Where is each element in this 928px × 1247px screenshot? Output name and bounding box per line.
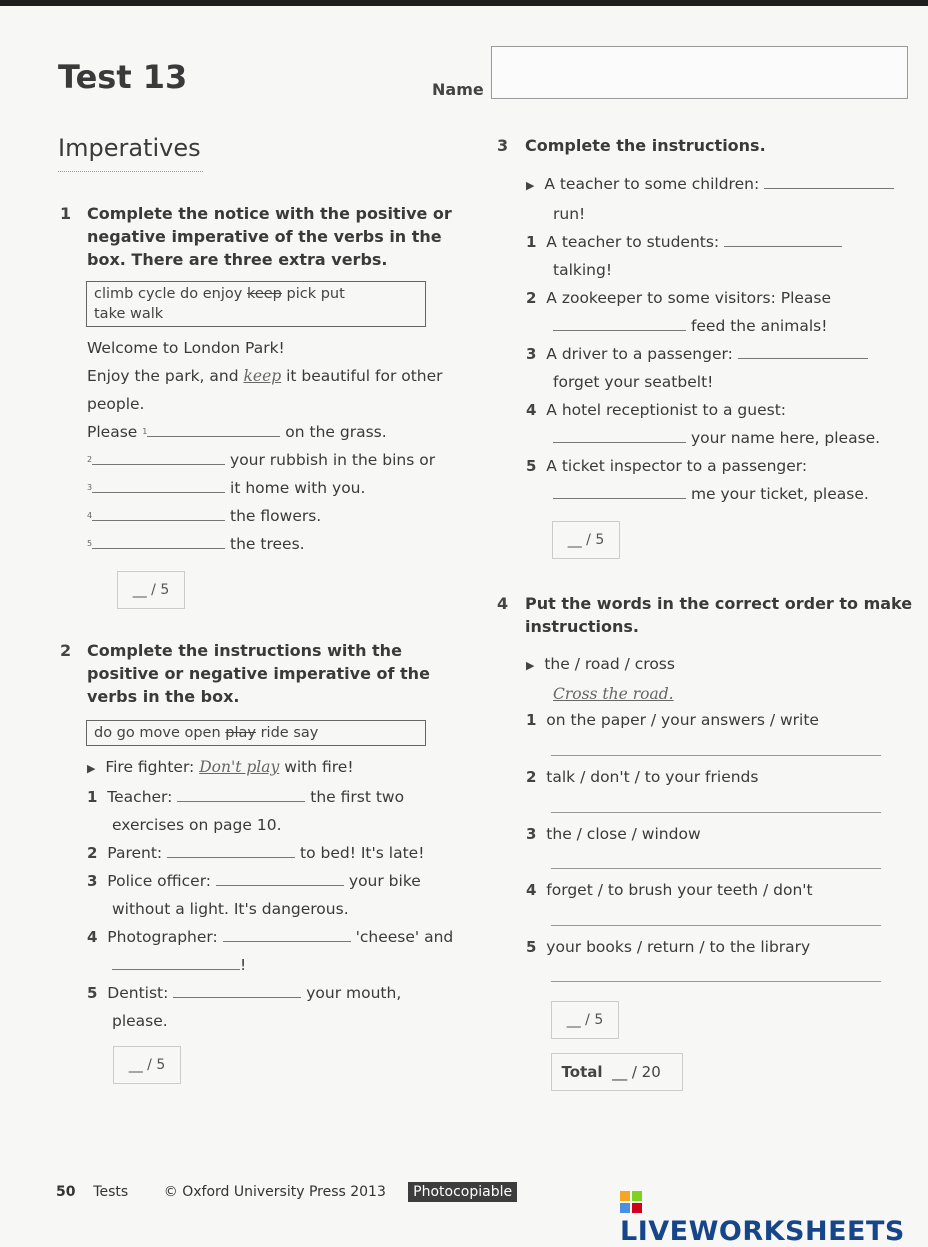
q1-item-5: $^5$ the trees. bbox=[87, 530, 467, 558]
answer-blank[interactable] bbox=[147, 418, 280, 437]
page-title: Test 13 bbox=[58, 58, 188, 96]
q3-number: 3 bbox=[497, 136, 509, 155]
q4-item-4: 4 forget / to brush your teeth / don't bbox=[526, 881, 813, 899]
answer-line[interactable] bbox=[551, 867, 881, 869]
q3-instructions: Complete the instructions. bbox=[525, 136, 766, 155]
q4-example: ▶ the / road / cross Cross the road. bbox=[526, 655, 675, 703]
answer-blank[interactable] bbox=[724, 228, 842, 247]
answer-blank[interactable] bbox=[223, 923, 351, 942]
q2-item-3: 3 Police officer: your bike bbox=[87, 867, 477, 895]
q4-item-1: 1 on the paper / your answers / write bbox=[526, 711, 819, 729]
q1-item-1: Please $^1$ on the grass. bbox=[87, 418, 467, 446]
q3-item-1: 1 A teacher to students: bbox=[526, 228, 906, 256]
answer-blank[interactable] bbox=[92, 446, 225, 465]
answer-blank[interactable] bbox=[216, 867, 344, 886]
answer-blank[interactable] bbox=[738, 340, 868, 359]
footer: 50 Tests © Oxford University Press 2013 Photocopiable bbox=[56, 1184, 517, 1200]
q2-word-box: do go move open play ride say bbox=[86, 720, 426, 746]
bullet-arrow-icon: ▶ bbox=[526, 179, 535, 192]
q4-number: 4 bbox=[497, 594, 509, 613]
answer-blank[interactable] bbox=[553, 424, 686, 443]
answer-blank[interactable] bbox=[167, 839, 295, 858]
q2-item-4: 4 Photographer: 'cheese' and bbox=[87, 923, 477, 951]
q1-instructions: Complete the notice with the positive or negative imperative of the verbs in the box. There are three extra verbs. bbox=[87, 204, 452, 269]
answer-line[interactable] bbox=[551, 924, 881, 926]
q3-item-3: 3 A driver to a passenger: bbox=[526, 340, 906, 368]
answer-line[interactable] bbox=[551, 980, 881, 982]
section-divider bbox=[58, 171, 203, 172]
answer-blank[interactable] bbox=[177, 783, 305, 802]
photocopiable-badge: Photocopiable bbox=[408, 1182, 517, 1202]
q1-example-answer: keep bbox=[243, 367, 282, 385]
answer-blank[interactable] bbox=[92, 502, 225, 521]
name-label: Name bbox=[432, 80, 484, 99]
name-input[interactable] bbox=[491, 46, 908, 99]
q3-item-5: 5 A ticket inspector to a passenger: bbox=[526, 457, 808, 475]
q1-item-2: $^2$ your rubbish in the bins or bbox=[87, 446, 467, 474]
section-title: Imperatives bbox=[58, 134, 201, 162]
q4-item-2: 2 talk / don't / to your friends bbox=[526, 768, 759, 786]
q2-example: ▶ Fire fighter: Don't play with fire! bbox=[87, 758, 354, 776]
answer-blank[interactable] bbox=[112, 951, 240, 970]
answer-blank[interactable] bbox=[764, 170, 894, 189]
answer-line[interactable] bbox=[551, 754, 881, 756]
q2-item-1: 1 Teacher: the first two bbox=[87, 783, 477, 811]
q3-score-box: __ / 5 bbox=[552, 521, 620, 559]
answer-blank[interactable] bbox=[173, 979, 301, 998]
q1-notice: Welcome to London Park! Enjoy the park, and keep it beautiful for other people. Please $^1$ on the grass. $^2$ your rubbish in the bins or $^3$ it home with you. $^4$ the flowers. $^5$ the trees. bbox=[87, 334, 467, 558]
bullet-arrow-icon: ▶ bbox=[526, 659, 535, 672]
q2-score-box: __ / 5 bbox=[113, 1046, 181, 1084]
logo-squares-icon bbox=[620, 1191, 642, 1213]
q2-instructions: Complete the instructions with the positive or negative imperative of the verbs in the box. bbox=[87, 641, 430, 706]
q3-item-2: 2 A zookeeper to some visitors: Please bbox=[526, 289, 832, 307]
q2-items: ▶ Fire fighter: Don't play with fire! 1 Teacher: the first two exercises on page 10. 2 Parent: to bed! It's late! 3 Police officer: your bike without a light. It's dangerous. 4 Photographer: 'cheese' and ! 5 Dentist: your mouth, please. bbox=[87, 753, 477, 1035]
q2-number: 2 bbox=[60, 641, 72, 660]
q4-score-box: __ / 5 bbox=[551, 1001, 619, 1039]
q1-word-box: climb cycle do enjoy keep pick put take walk bbox=[86, 281, 426, 327]
answer-blank[interactable] bbox=[553, 312, 686, 331]
q4-example-answer: Cross the road. bbox=[553, 685, 674, 703]
liveworksheets-logo: LIVEWORKSHEETS bbox=[620, 1185, 928, 1247]
total-score-box: Total __ / 20 bbox=[551, 1053, 683, 1091]
answer-blank[interactable] bbox=[92, 474, 225, 493]
bullet-arrow-icon: ▶ bbox=[87, 762, 96, 775]
q3-items: ▶ A teacher to some children: run! 1 A teacher to students: talking! 2 A zookeeper to some visitors: Please feed the animals! 3 A driver to a passenger: forget your seatbelt! 4 A hotel receptionist to a guest: your name here, please. 5 A ticket inspector to a passenger: me your ticket, please. bbox=[526, 170, 906, 508]
q1-item-4: $^4$ the flowers. bbox=[87, 502, 467, 530]
q3-example: ▶ A teacher to some children: bbox=[526, 170, 906, 200]
q1-number: 1 bbox=[60, 204, 72, 223]
answer-blank[interactable] bbox=[553, 480, 686, 499]
q2-item-5: 5 Dentist: your mouth, bbox=[87, 979, 477, 1007]
q4-item-5: 5 your books / return / to the library bbox=[526, 938, 811, 956]
q1-item-3: $^3$ it home with you. bbox=[87, 474, 467, 502]
q4-instructions: Put the words in the correct order to make instructions. bbox=[525, 594, 913, 636]
q3-item-4: 4 A hotel receptionist to a guest: bbox=[526, 401, 787, 419]
answer-blank[interactable] bbox=[92, 530, 225, 549]
top-dark-border bbox=[0, 0, 928, 6]
q1-score-box: __ / 5 bbox=[117, 571, 185, 609]
q2-item-2: 2 Parent: to bed! It's late! bbox=[87, 839, 477, 867]
answer-line[interactable] bbox=[551, 811, 881, 813]
q4-item-3: 3 the / close / window bbox=[526, 825, 701, 843]
